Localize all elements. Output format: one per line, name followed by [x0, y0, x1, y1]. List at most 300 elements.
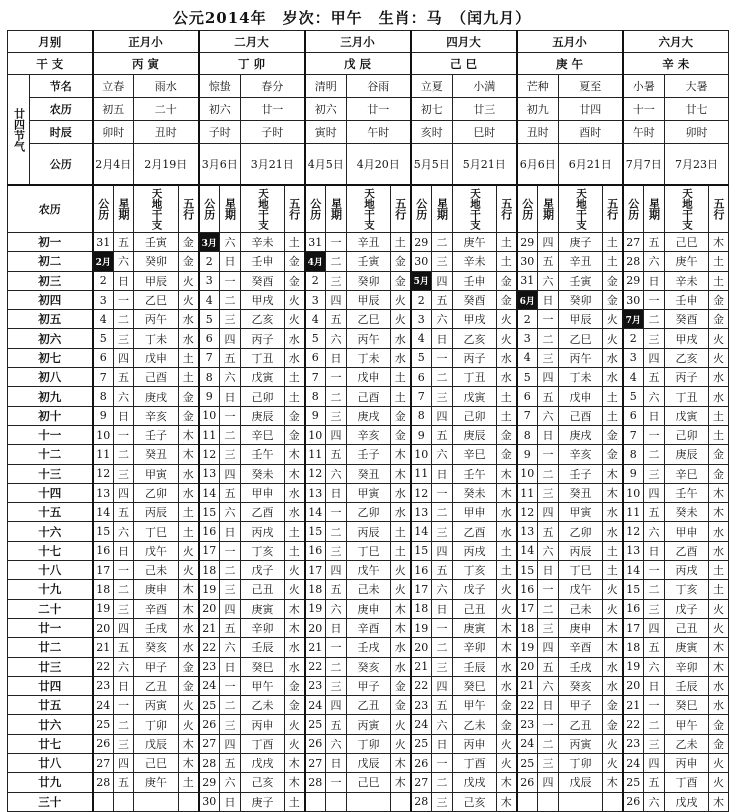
solar-date: 24 [305, 696, 326, 715]
element: 金 [603, 290, 623, 309]
element: 水 [391, 657, 411, 676]
element: 火 [285, 310, 305, 329]
solar-date: 23 [305, 676, 326, 695]
solar-date: 27 [93, 754, 114, 773]
solar-date: 18 [305, 580, 326, 599]
element: 火 [285, 715, 305, 734]
ganzhi-day: 乙巳 [347, 310, 391, 329]
solar-date: 20 [411, 638, 432, 657]
weekday: 三 [220, 310, 241, 329]
element: 火 [179, 541, 199, 560]
ganzhi-day: 庚午 [453, 233, 497, 252]
solar-date: 10 [93, 425, 114, 444]
weekday: 日 [644, 406, 665, 425]
ganzhi-day: 庚辰 [453, 425, 497, 444]
ganzhi-day: 庚午 [134, 773, 179, 792]
weekday: 日 [644, 271, 665, 290]
term-jie: 小满 [453, 75, 517, 98]
element: 木 [603, 773, 623, 792]
weekday: 三 [114, 464, 134, 483]
element: 水 [179, 329, 199, 348]
element: 金 [709, 715, 729, 734]
element [179, 792, 199, 811]
month-name: 四月大 [411, 31, 517, 53]
ganzhi-day: 乙丑 [559, 715, 603, 734]
column-header: 星期 [538, 185, 559, 233]
solar-date: 9 [411, 425, 432, 444]
solar-date: 28 [305, 773, 326, 792]
weekday: 五 [114, 233, 134, 252]
ganzhi-day: 癸酉 [665, 310, 709, 329]
weekday [538, 792, 559, 811]
solar-date: 18 [199, 561, 220, 580]
ganzhi-day: 癸亥 [559, 676, 603, 695]
solar-date: 17 [305, 561, 326, 580]
weekday: 二 [114, 445, 134, 464]
weekday: 二 [644, 580, 665, 599]
column-header: 公历 [199, 185, 220, 233]
element: 土 [285, 368, 305, 387]
element: 木 [603, 464, 623, 483]
solar-date: 14 [517, 541, 538, 560]
lunar-day: 十一 [8, 425, 93, 444]
term-jie: 雨水 [134, 75, 199, 98]
solar-date: 17 [517, 599, 538, 618]
solar-date: 2月 [93, 252, 114, 271]
solar-date: 20 [623, 676, 644, 695]
element: 土 [391, 233, 411, 252]
solar-date: 12 [517, 503, 538, 522]
weekday: 三 [432, 657, 453, 676]
solar-date: 21 [411, 657, 432, 676]
solar-date: 3 [93, 290, 114, 309]
weekday: 三 [538, 348, 559, 367]
term-jie: 立春 [93, 75, 134, 98]
ganzhi-day: 甲子 [347, 676, 391, 695]
ganzhi-day: 庚戌 [134, 387, 179, 406]
solar-date: 11 [517, 483, 538, 502]
solar-date: 5 [93, 329, 114, 348]
ganzhi-day: 甲寅 [347, 483, 391, 502]
element: 土 [391, 541, 411, 560]
solar-date: 23 [93, 676, 114, 695]
weekday: 三 [326, 676, 347, 695]
weekday: 五 [432, 425, 453, 444]
term-sc: 酉时 [559, 121, 623, 144]
lunar-day: 廿一 [8, 618, 93, 637]
solar-date: 11 [305, 445, 326, 464]
weekday: 二 [114, 310, 134, 329]
element [391, 792, 411, 811]
ganzhi-day: 甲辰 [347, 290, 391, 309]
solar-date: 12 [623, 522, 644, 541]
weekday: 日 [538, 425, 559, 444]
solar-date: 13 [411, 503, 432, 522]
solar-date: 22 [93, 657, 114, 676]
weekday: 六 [114, 387, 134, 406]
weekday: 三 [432, 387, 453, 406]
weekday: 一 [432, 618, 453, 637]
lunar-day: 初三 [8, 271, 93, 290]
solar-date: 29 [517, 233, 538, 252]
lunar-day: 十五 [8, 503, 93, 522]
element: 土 [179, 368, 199, 387]
solar-date: 20 [305, 618, 326, 637]
weekday: 六 [644, 657, 665, 676]
solar-date: 6 [305, 348, 326, 367]
ganzhi-day: 辛未 [665, 271, 709, 290]
weekday: 四 [114, 754, 134, 773]
weekday: 二 [432, 368, 453, 387]
element: 金 [497, 425, 517, 444]
ganzhi-day: 丁亥 [665, 580, 709, 599]
weekday: 三 [644, 329, 665, 348]
element: 土 [603, 406, 623, 425]
solar-date: 7 [93, 368, 114, 387]
element: 火 [709, 754, 729, 773]
ganzhi-day: 壬辰 [665, 676, 709, 695]
lunar-day: 廿四 [8, 676, 93, 695]
ganzhi-day: 癸未 [241, 464, 285, 483]
element: 土 [391, 387, 411, 406]
weekday: 二 [432, 233, 453, 252]
solar-date: 3 [305, 290, 326, 309]
ganzhi-day: 癸亥 [134, 638, 179, 657]
solar-date: 27 [623, 233, 644, 252]
element: 水 [285, 657, 305, 676]
solar-date: 3 [199, 271, 220, 290]
ganzhi-day: 辛酉 [559, 638, 603, 657]
ganzhi-day: 癸未 [665, 503, 709, 522]
ganzhi-day: 己巳 [134, 754, 179, 773]
weekday: 四 [220, 464, 241, 483]
element: 火 [709, 329, 729, 348]
solar-date: 11 [411, 464, 432, 483]
weekday: 四 [432, 676, 453, 695]
ganzhi-day: 戊午 [559, 580, 603, 599]
ganzhi-day: 辛酉 [347, 618, 391, 637]
weekday: 日 [432, 464, 453, 483]
weekday: 日 [220, 792, 241, 811]
ganzhi-day: 戊寅 [665, 406, 709, 425]
ganzhi-day: 庚戌 [347, 406, 391, 425]
element: 金 [497, 445, 517, 464]
solar-date: 31 [93, 233, 114, 252]
weekday: 二 [220, 425, 241, 444]
element: 火 [391, 734, 411, 753]
ganzhi-day: 丁亥 [241, 541, 285, 560]
element: 水 [285, 503, 305, 522]
ganzhi-day: 甲子 [559, 696, 603, 715]
weekday: 六 [538, 406, 559, 425]
element: 火 [603, 599, 623, 618]
lunar-day: 三十 [8, 792, 93, 811]
ganzhi-day: 己巳 [347, 773, 391, 792]
solar-date: 25 [305, 715, 326, 734]
element: 土 [603, 541, 623, 560]
weekday: 日 [326, 348, 347, 367]
element: 火 [285, 561, 305, 580]
ganzhi-day: 壬辰 [241, 638, 285, 657]
solar-date: 7 [305, 368, 326, 387]
weekday: 日 [432, 734, 453, 753]
weekday: 一 [114, 696, 134, 715]
element: 火 [709, 773, 729, 792]
solar-date: 23 [199, 657, 220, 676]
ganzhi-day: 壬寅 [559, 271, 603, 290]
solar-date: 26 [93, 734, 114, 753]
element: 火 [179, 561, 199, 580]
weekday: 五 [644, 773, 665, 792]
solar-date: 15 [517, 561, 538, 580]
term-gl: 2月4日 [93, 144, 134, 186]
weekday: 五 [220, 618, 241, 637]
element: 土 [709, 561, 729, 580]
ganzhi-day: 癸巳 [665, 696, 709, 715]
term-nl: 二十 [134, 98, 199, 121]
weekday: 三 [644, 599, 665, 618]
solar-date: 17 [411, 580, 432, 599]
ganzhi-day: 壬午 [665, 483, 709, 502]
element: 木 [709, 657, 729, 676]
solar-date: 30 [411, 252, 432, 271]
element: 金 [391, 252, 411, 271]
solar-date [93, 792, 114, 811]
column-header: 五行 [497, 185, 517, 233]
element: 土 [497, 387, 517, 406]
weekday: 一 [220, 406, 241, 425]
term-nl: 初七 [411, 98, 453, 121]
solar-date: 26 [517, 773, 538, 792]
term-sc: 巳时 [453, 121, 517, 144]
ganzhi-day: 辛亥 [347, 425, 391, 444]
solar-date: 5 [305, 329, 326, 348]
solar-date: 14 [411, 522, 432, 541]
element: 土 [391, 368, 411, 387]
element: 土 [603, 233, 623, 252]
weekday: 二 [538, 464, 559, 483]
term-gl: 6月6日 [517, 144, 559, 186]
column-header: 公历 [517, 185, 538, 233]
weekday: 四 [220, 734, 241, 753]
element: 木 [391, 773, 411, 792]
solar-date: 27 [305, 754, 326, 773]
element: 金 [179, 657, 199, 676]
lunar-day: 二十 [8, 599, 93, 618]
weekday: 六 [432, 445, 453, 464]
ganzhi-day: 丙戌 [665, 561, 709, 580]
element: 金 [285, 676, 305, 695]
solar-date: 25 [93, 715, 114, 734]
element: 木 [285, 464, 305, 483]
ganzhi-day: 戊辰 [134, 734, 179, 753]
weekday: 六 [432, 580, 453, 599]
term-gl: 3月21日 [241, 144, 305, 186]
solar-date: 4 [199, 290, 220, 309]
weekday: 五 [644, 638, 665, 657]
ganzhi-day: 壬戌 [347, 638, 391, 657]
solar-date: 2 [517, 310, 538, 329]
element: 金 [709, 464, 729, 483]
ganzhi-day: 辛卯 [665, 657, 709, 676]
solar-date: 6 [199, 329, 220, 348]
solar-date: 7 [199, 348, 220, 367]
element: 水 [179, 618, 199, 637]
solar-date: 16 [305, 541, 326, 560]
term-gl: 7月23日 [665, 144, 729, 186]
element: 木 [391, 754, 411, 773]
weekday: 日 [326, 483, 347, 502]
solar-date: 28 [411, 792, 432, 811]
ganzhi-day: 壬戌 [134, 618, 179, 637]
ganzhi-day: 己未 [559, 599, 603, 618]
solar-date: 6 [517, 387, 538, 406]
weekday: 日 [432, 329, 453, 348]
element: 木 [179, 425, 199, 444]
column-header: 天地干支 [453, 185, 497, 233]
element: 土 [285, 387, 305, 406]
ganzhi-day: 丁酉 [241, 734, 285, 753]
ganzhi-day: 壬申 [665, 290, 709, 309]
element: 土 [603, 387, 623, 406]
ganzhi-day: 乙酉 [453, 522, 497, 541]
column-header: 天地干支 [665, 185, 709, 233]
ganzhi-day: 丙寅 [134, 696, 179, 715]
element: 火 [603, 580, 623, 599]
element [603, 792, 623, 811]
ganzhi-day: 甲辰 [559, 310, 603, 329]
solar-date: 16 [623, 599, 644, 618]
ganzhi-day: 乙卯 [559, 522, 603, 541]
weekday: 三 [432, 252, 453, 271]
solar-date: 31 [305, 233, 326, 252]
ganzhi-day: 甲申 [665, 522, 709, 541]
ganzhi-day: 乙丑 [134, 676, 179, 695]
solar-date: 26 [411, 754, 432, 773]
element: 火 [709, 599, 729, 618]
lunar-day: 初五 [8, 310, 93, 329]
term-nl: 廿一 [241, 98, 305, 121]
weekday: 三 [432, 522, 453, 541]
element: 水 [285, 638, 305, 657]
solar-date: 3 [517, 329, 538, 348]
weekday: 六 [538, 541, 559, 560]
element: 金 [603, 696, 623, 715]
column-header: 公历 [623, 185, 644, 233]
month-name: 六月大 [623, 31, 729, 53]
weekday: 四 [538, 368, 559, 387]
element: 火 [497, 599, 517, 618]
element: 土 [709, 425, 729, 444]
column-header: 星期 [644, 185, 665, 233]
solar-date: 4月 [305, 252, 326, 271]
element: 金 [497, 290, 517, 309]
solar-date: 20 [93, 618, 114, 637]
term-nl: 廿七 [665, 98, 729, 121]
weekday: 五 [114, 503, 134, 522]
ganzhi-day: 甲申 [241, 483, 285, 502]
ganzhi-day: 甲戌 [665, 329, 709, 348]
weekday: 四 [538, 773, 559, 792]
ganzhi-day: 丁未 [347, 348, 391, 367]
column-header: 星期 [220, 185, 241, 233]
solar-date: 12 [93, 464, 114, 483]
ganzhi-day: 辛巳 [665, 464, 709, 483]
element: 木 [179, 599, 199, 618]
ganzhi-day: 戊申 [559, 387, 603, 406]
ganzhi-day: 戊寅 [453, 387, 497, 406]
ganzhi-day: 丁未 [134, 329, 179, 348]
ganzhi-day: 戊辰 [347, 754, 391, 773]
element: 火 [391, 310, 411, 329]
element: 火 [497, 310, 517, 329]
lunar-day: 廿九 [8, 773, 93, 792]
weekday: 五 [538, 387, 559, 406]
lunar-day: 廿七 [8, 734, 93, 753]
element: 火 [179, 290, 199, 309]
weekday: 五 [326, 580, 347, 599]
ganzhi-day: 丙戌 [241, 522, 285, 541]
element: 土 [709, 252, 729, 271]
solar-date: 19 [623, 657, 644, 676]
ganzhi-day: 庚戌 [559, 425, 603, 444]
element: 金 [285, 406, 305, 425]
ganzhi-day: 己亥 [453, 792, 497, 811]
ganzhi-day: 戊申 [134, 348, 179, 367]
element: 水 [391, 329, 411, 348]
solar-date: 2 [623, 329, 644, 348]
weekday: 五 [538, 522, 559, 541]
weekday: 日 [220, 657, 241, 676]
term-jie: 清明 [305, 75, 347, 98]
ganzhi-day: 丁卯 [347, 734, 391, 753]
element: 金 [391, 696, 411, 715]
ganzhi-day: 己巳 [665, 233, 709, 252]
solar-date: 14 [623, 561, 644, 580]
ganzhi-day: 癸未 [453, 483, 497, 502]
solar-date: 29 [411, 233, 432, 252]
ganzhi-day: 庚寅 [241, 599, 285, 618]
element: 水 [497, 522, 517, 541]
solar-date: 4 [517, 348, 538, 367]
ganzhi-day: 乙未 [453, 715, 497, 734]
weekday: 二 [538, 734, 559, 753]
ganzhi-day: 甲子 [134, 657, 179, 676]
element: 金 [709, 290, 729, 309]
weekday: 六 [220, 503, 241, 522]
column-header: 五行 [709, 185, 729, 233]
weekday: 一 [644, 425, 665, 444]
weekday: 五 [538, 252, 559, 271]
solar-date: 15 [623, 580, 644, 599]
weekday: 四 [220, 599, 241, 618]
term-nl: 廿四 [559, 98, 623, 121]
solar-date: 30 [517, 252, 538, 271]
solar-date: 5 [517, 368, 538, 387]
element: 金 [391, 271, 411, 290]
ganzhi-day: 壬寅 [347, 252, 391, 271]
ganzhi-day: 丙申 [453, 734, 497, 753]
ganzhi-day: 丙午 [134, 310, 179, 329]
ganzhi-day: 己卯 [241, 387, 285, 406]
element: 火 [603, 310, 623, 329]
element: 木 [285, 445, 305, 464]
term-jie: 立夏 [411, 75, 453, 98]
ganzhi-day [559, 792, 603, 811]
weekday: 四 [538, 503, 559, 522]
element: 金 [285, 252, 305, 271]
element: 火 [285, 290, 305, 309]
